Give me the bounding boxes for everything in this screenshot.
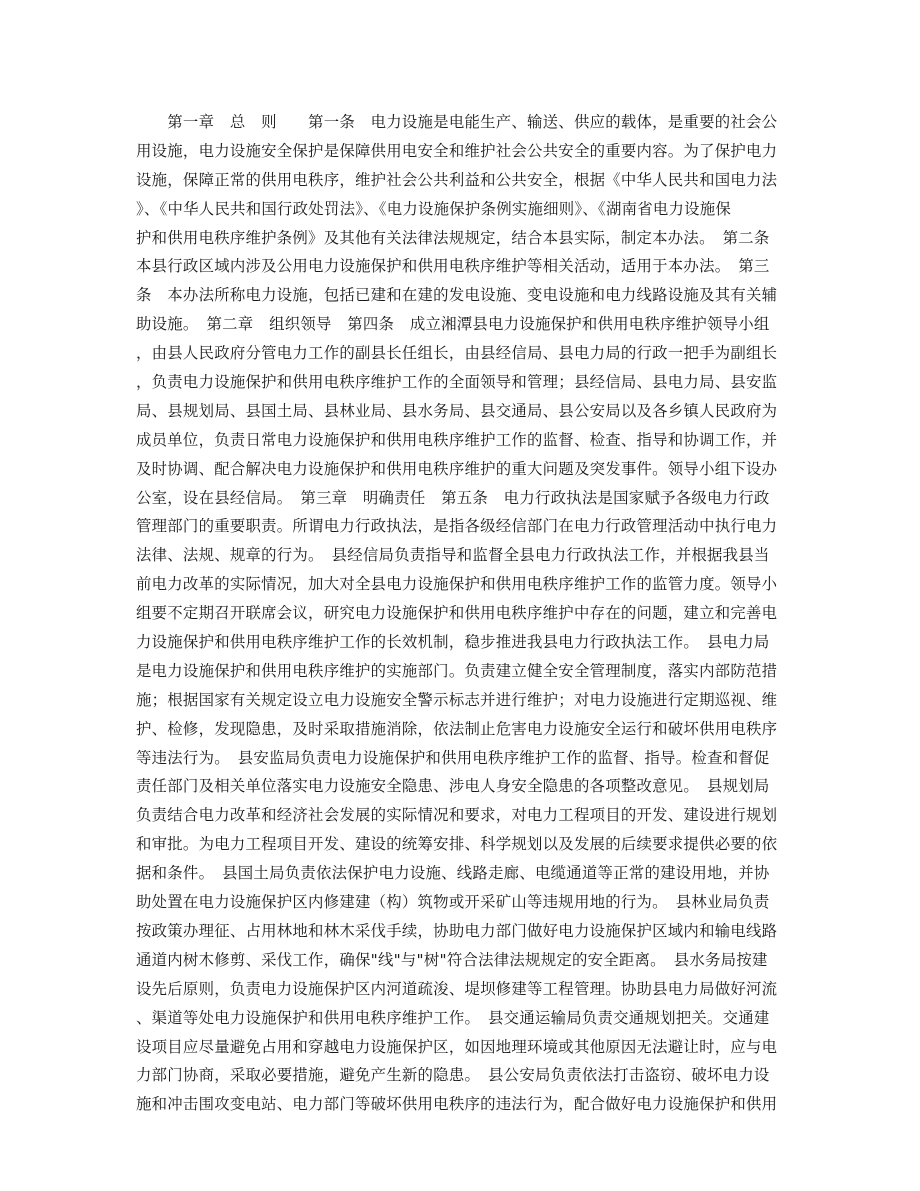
text-line: 护和供用电秩序维护条例》及其他有关法律法规规定，结合本县实际，制定本办法。 第二条 bbox=[136, 228, 770, 247]
text-line: 》、《中华人民共和国行政处罚法》、《电力设施保护条例实施细则》、《湖南省电力设施保 bbox=[136, 199, 732, 218]
document-body bbox=[136, 108, 788, 1119]
text-line: 设施，保障正常的供用电秩序，维护社会公共利益和公共安全，根据《中华人民共和国电力法 bbox=[136, 170, 778, 189]
text-line: 前电力改革的实际情况，加大对全县电力设施保护和供用电秩序维护工作的监管力度。领导小 bbox=[136, 575, 778, 594]
text-line: 护、检修，发现隐患，及时采取措施消除，依法制止危害电力设施安全运行和破坏供用电秩序 bbox=[136, 719, 778, 738]
text-line: 按政策办理征、占用林地和林木采伐手续，协助电力部门做好电力设施保护区域内和输电线路 bbox=[136, 921, 778, 940]
text-line: 施和冲击围攻变电站、电力部门等破坏供用电秩序的违法行为，配合做好电力设施保护和供用 bbox=[136, 1095, 778, 1114]
text-line: 通道内树木修剪、采伐工作，确保"线"与"树"符合法律法规规定的安全距离。 县水务局按建 bbox=[136, 950, 768, 969]
text-line: 用设施，电力设施安全保护是保障供用电安全和维护社会公共安全的重要内容。为了保护电力 bbox=[136, 141, 778, 160]
text-line: ，负责电力设施保护和供用电秩序维护工作的全面领导和管理；县经信局、县电力局、县安监 bbox=[136, 373, 778, 392]
text-line: 成员单位，负责日常电力设施保护和供用电秩序维护工作的监督、检查、指导和协调工作，并 bbox=[136, 430, 778, 449]
text-line: 是电力设施保护和供用电秩序维护的实施部门。负责建立健全安全管理制度，落实内部防范措 bbox=[136, 661, 778, 680]
text-line: 公室，设在县经信局。 第三章 明确责任 第五条 电力行政执法是国家赋予各级电力行政 bbox=[136, 488, 770, 507]
text-line: 负责结合电力改革和经济社会发展的实际情况和要求，对电力工程项目的开发、建设进行规划 bbox=[136, 806, 778, 825]
text-line: 设项目应尽量避免占用和穿越电力设施保护区，如因地理环境或其他原因无法避让时，应与电 bbox=[136, 1037, 778, 1056]
text-line: 据和条件。 县国土局负责依法保护电力设施、线路走廊、电缆通道等正常的建设用地，并协 bbox=[136, 864, 770, 883]
text-line: 等违法行为。 县安监局负责电力设施保护和供用电秩序维护工作的监督、指导。检查和督促 bbox=[136, 748, 770, 767]
text-line: 施；根据国家有关规定设立电力设施安全警示标志并进行维护；对电力设施进行定期巡视、维 bbox=[136, 690, 778, 709]
text-line: 第一章 总 则 第一条 电力设施是电能生产、输送、供应的载体，是重要的社会公 bbox=[136, 113, 778, 131]
text-line: 力部门协商，采取必要措施，避免产生新的隐患。 县公安局负责依法打击盗窃、破坏电力设 bbox=[136, 1066, 770, 1085]
text-line: 责任部门及相关单位落实电力设施安全隐患、涉电人身安全隐患的各项整改意见。 县规划局 bbox=[136, 777, 770, 796]
text-line: 和审批。为电力工程项目开发、建设的统筹安排、科学规划以及发展的后续要求提供必要的依 bbox=[136, 835, 778, 854]
text-line: 力设施保护和供用电秩序维护工作的长效机制，稳步推进我县电力行政执法工作。 县电力局 bbox=[136, 633, 770, 652]
text-line: 、渠道等处电力设施保护和供用电秩序维护工作。 县交通运输局负责交通规划把关。交通建 bbox=[136, 1008, 770, 1027]
text-line: 管理部门的重要职责。所谓电力行政执法，是指各级经信部门在电力行政管理活动中执行电力 bbox=[136, 517, 778, 536]
text-line: 及时协调、配合解决电力设施保护和供用电秩序维护的重大问题及突发事件。领导小组下设办 bbox=[136, 459, 778, 478]
text-line: ，由县人民政府分管电力工作的副县长任组长，由县经信局、县电力局的行政一把手为副组长 bbox=[136, 344, 778, 363]
text-line: 条 本办法所称电力设施，包括已建和在建的发电设施、变电设施和电力线路设施及其有关辅 bbox=[136, 286, 778, 305]
text-line: 本县行政区域内涉及公用电力设施保护和供用电秩序维护等相关活动，适用于本办法。 第三 bbox=[136, 257, 770, 276]
text-line: 局、县规划局、县国土局、县林业局、县水务局、县交通局、县公安局以及各乡镇人民政府为 bbox=[136, 401, 778, 420]
text-line: 设先后原则，负责电力设施保护区内河道疏浚、堤坝修建等工程管理。协助县电力局做好河流 bbox=[136, 979, 778, 998]
text-line: 法律、法规、规章的行为。 县经信局负责指导和监督全县电力行政执法工作，并根据我县当 bbox=[136, 546, 770, 565]
text-line: 组要不定期召开联席会议，研究电力设施保护和供用电秩序维护中存在的问题，建立和完善电 bbox=[136, 604, 778, 623]
text-line: 助处置在电力设施保护区内修建建（构）筑物或开采矿山等违规用地的行为。 县林业局负责 bbox=[136, 893, 770, 912]
text-line: 助设施。 第二章 组织领导 第四条 成立湘潭县电力设施保护和供用电秩序维护领导小组 bbox=[136, 315, 770, 334]
